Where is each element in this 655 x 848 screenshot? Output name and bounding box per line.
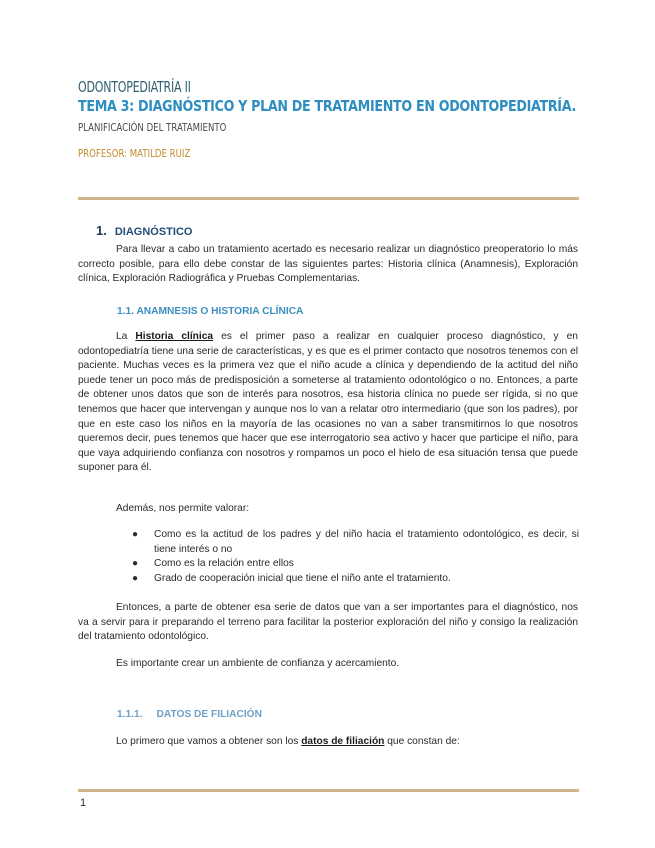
bullet-icon: ● — [132, 558, 139, 570]
subsection-heading-filiacion — [117, 709, 262, 720]
filiacion-paragraph — [78, 735, 578, 750]
topic-subtitle: PLANIFICACIÓN DEL TRATAMIENTO — [78, 121, 227, 134]
course-title: ODONTOPEDIATRÍA II — [78, 78, 191, 96]
professor-line: PROFESOR: MATILDE RUIZ — [78, 147, 191, 160]
subsection-number: 1.1.1. — [117, 709, 143, 720]
header-divider — [78, 197, 579, 200]
datos-filiacion-term: datos de filiación — [301, 736, 385, 747]
valorar-list — [112, 528, 579, 586]
footer-divider — [78, 789, 579, 792]
bullet-icon: ● — [132, 572, 139, 584]
list-item: ● Grado de cooperación inicial que tiene el niño ante el tratamiento. — [112, 572, 579, 587]
historia-paragraph — [78, 330, 578, 476]
filiacion-post: que constan de: — [384, 736, 460, 747]
list-item: ● Como es la relación entre ellos — [112, 557, 579, 572]
page-number: 1 — [80, 797, 87, 809]
bullet-icon: ● — [132, 529, 139, 540]
ambiente-paragraph: Es importante crear un ambiente de confianza y acercamiento. — [116, 658, 400, 669]
entonces-paragraph: Entonces, a parte de obtener esa serie de datos que van a ser importantes para el diagnóstico, nos va a servir para ir preparando el terreno para facilitar la posterior exploración del niño y consigo la realización del tratamiento odontológico. — [78, 602, 578, 643]
valorar-paragraph: Además, nos permite valorar: — [116, 503, 250, 514]
section-title: DIAGNÓSTICO — [114, 226, 193, 238]
list-item: ● Como es la actitud de los padres y del niño hacia el tratamiento odontológico, es decir, si tiene interés o no — [132, 529, 579, 555]
topic-title: TEMA 3: DIAGNÓSTICO Y PLAN DE TRATAMIENTO EN ODONTOPEDIATRÍA. — [78, 97, 576, 115]
subsection-title: DATOS DE FILIACIÓN — [156, 709, 262, 720]
section-heading-diagnostico — [96, 223, 192, 238]
historia-pre: La — [116, 331, 136, 342]
historia-post: es el primer paso a realizar en cualquier proceso diagnóstico, y en odontopediatría tiene una serie de características, y es que es el primer contacto que nosotros tenemos con el paciente. Muchas veces es la primera vez que el niño acude a clínica y dependiendo de la actitud del niño puede tener un poco más de predisposición a someterse al tratamiento odontológico o no. Entonces, a parte de obtener unos datos que son de interés para nosotros, esa historia clínica no puede ser rígida, si no que tenemos que hacer que intervengan y aunque nos lo van a relatar otro intermediario (que son los padres), por que en este caso los niños en la mayoría de las ocasiones no van a saber transmitirnos lo que nosotros queremos decir, pues tenemos que hacer que ese interrogatorio sea activo y hacer que participe el niño, para que vaya adquiriendo confianza con nosotros y rompamos un poco el hielo de esa situación tensa que puede suponer para él. — [78, 331, 578, 474]
subsection-heading-anamnesis: 1.1. ANAMNESIS O HISTORIA CLÍNICA — [117, 306, 304, 317]
filiacion-pre: Lo primero que vamos a obtener son los — [116, 736, 302, 747]
historia-clinica-term: Historia clínica — [135, 331, 214, 342]
intro-paragraph: Para llevar a cabo un tratamiento acertado es necesario realizar un diagnóstico preoperatorio lo más correcto posible, para ello debe constar de las siguientes partes: Historia clínica (Anamnesis), Exploración clínica, Exploración Radiográfica y Pruebas Complementarias. — [78, 244, 578, 285]
section-number: 1. — [96, 223, 107, 238]
